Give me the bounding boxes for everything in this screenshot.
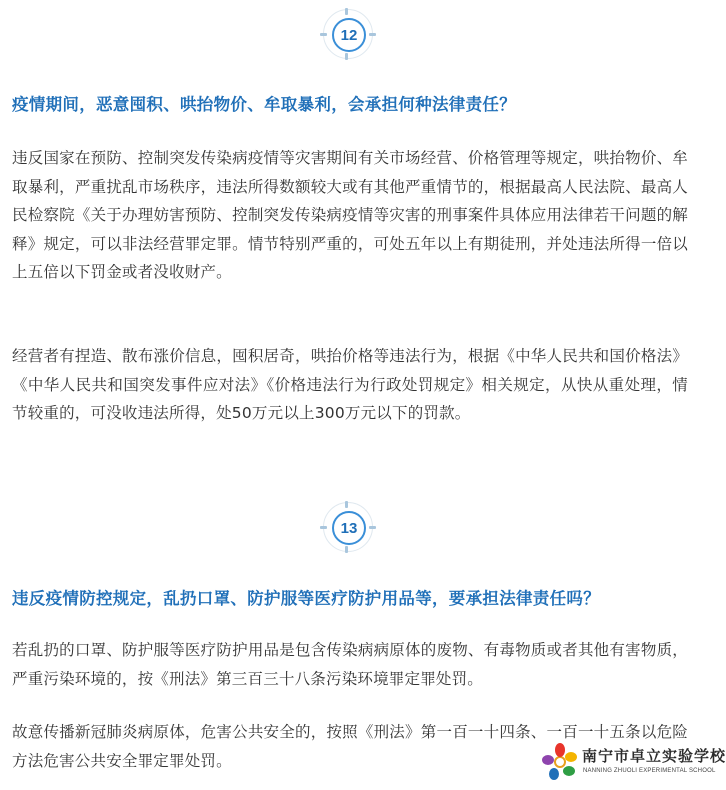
- answer-paragraph: 若乱扔的口罩、防护服等医疗防护用品是包含传染病病原体的废物、有毒物质或者其他有害物质，严重污染环境的，按《刑法》第三百三十八条污染环境罪定罪处罚。: [12, 641, 688, 688]
- badge-number: 13: [332, 511, 366, 545]
- question-heading: 疫情期间，恶意囤积、哄抬物价、牟取暴利，会承担何种法律责任？: [12, 95, 516, 114]
- school-name-cn: 南宁市卓立实验学校: [582, 747, 726, 765]
- section-number-badge: [0, 502, 698, 554]
- school-name-en: NANNING ZHUOLI EXPERIMENTAL SCHOOL: [583, 768, 716, 774]
- badge-ring: [323, 9, 373, 59]
- answer-paragraph: 故意传播新冠肺炎病原体，危害公共安全的，按照《刑法》第一百一十四条、一百一十五条以危险方法危害公共安全罪定罪处罚。: [12, 723, 688, 770]
- answer-paragraph: 经营者有捏造、散布涨价信息，囤积居奇，哄抬价格等违法行为，根据《中华人民共和国价格法》《中华人民共和国突发事件应对法》《价格违法行为行政处罚规定》相关规定，从快从重处理，情节较重的，可没收违法所得，处50万元以上300万元以下的罚款。: [12, 347, 688, 422]
- school-emblem-icon: [540, 742, 580, 782]
- question-heading: 违反疫情防控规定，乱扔口罩、防护服等医疗防护用品等，要承担法律责任吗？: [12, 589, 600, 608]
- section-number-badge: [0, 9, 698, 61]
- badge-number: 12: [332, 18, 366, 52]
- answer-paragraph: 违反国家在预防、控制突发传染病疫情等灾害期间有关市场经营、价格管理等规定，哄抬物价、牟取暴利，严重扰乱市场秩序，违法所得数额较大或有其他严重情节的，根据最高人民法院、最高人民检察院《关于办理妨害预防、控制突发传染病疫情等灾害的刑事案件具体应用法律若干问题的解释》规定，可以非法经营罪定罪。情节特别严重的，可处五年以上有期徒刑，并处违法所得一倍以上五倍以下罚金或者没收财产。: [12, 149, 688, 281]
- school-logo: [540, 742, 726, 786]
- badge-ring: [323, 502, 373, 552]
